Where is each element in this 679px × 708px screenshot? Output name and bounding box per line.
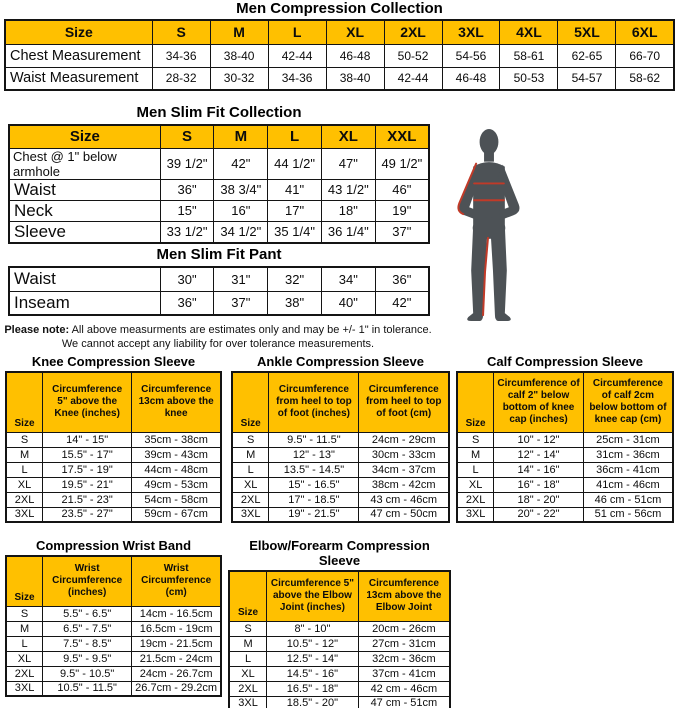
value-cell: 46" <box>375 179 429 200</box>
section-men-compression-collection <box>4 0 675 91</box>
column-header-size: Size <box>229 571 267 621</box>
value-cell: 17" <box>268 200 322 221</box>
row-label: 3XL <box>457 507 494 522</box>
column-header-s: S <box>152 20 210 44</box>
column-header-size: Size <box>232 372 269 432</box>
header-row <box>9 125 429 148</box>
value-cell: 14.5" - 16" <box>267 666 359 681</box>
value-cell: 19" - 21.5" <box>269 507 359 522</box>
column-header-cm: Circumference of calf 2cm below bottom of knee cap (cm) <box>583 372 673 432</box>
value-cell: 18" - 20" <box>494 492 584 507</box>
column-header-l: L <box>268 125 322 148</box>
table-row <box>6 681 221 696</box>
row-label: Waist <box>9 267 160 291</box>
value-cell: 27cm - 31cm <box>358 636 450 651</box>
table-body <box>5 44 674 90</box>
table-row <box>232 432 449 447</box>
column-header-size: Size <box>9 125 160 148</box>
table-row <box>6 492 221 507</box>
value-cell: 58-62 <box>616 67 674 90</box>
column-header-size: Size <box>457 372 494 432</box>
note-line-2: We cannot accept any liability for over tolerance measurements. <box>61 338 375 350</box>
value-cell: 13.5" - 14.5" <box>269 462 359 477</box>
section-compression-wrist-band <box>5 538 222 697</box>
value-cell: 42" <box>214 148 268 179</box>
value-cell: 47" <box>321 148 375 179</box>
men-slim-fit-pant-table <box>8 266 430 316</box>
knee-compression-sleeve-table <box>5 371 222 523</box>
value-cell: 42-44 <box>268 44 326 67</box>
row-label: Chest @ 1" below armhole <box>9 148 160 179</box>
value-cell: 59cm - 67cm <box>132 507 221 522</box>
value-cell: 34-36 <box>152 44 210 67</box>
table-row <box>457 432 673 447</box>
column-header-inches: Wrist Circumference (inches) <box>43 556 132 606</box>
value-cell: 34cm - 37cm <box>359 462 449 477</box>
note-label: Please note: <box>4 324 70 336</box>
row-label: L <box>229 651 267 666</box>
value-cell: 38 3/4" <box>214 179 268 200</box>
table-body <box>457 432 673 522</box>
table-row <box>232 462 449 477</box>
row-label: L <box>6 636 43 651</box>
value-cell: 44cm - 48cm <box>132 462 221 477</box>
value-cell: 50-52 <box>384 44 442 67</box>
value-cell: 18" <box>321 200 375 221</box>
value-cell: 30cm - 33cm <box>359 447 449 462</box>
header-row <box>5 20 674 44</box>
value-cell: 49 1/2" <box>375 148 429 179</box>
column-header-5xl: 5XL <box>558 20 616 44</box>
column-header-xl: XL <box>321 125 375 148</box>
row-label: Sleeve <box>9 221 160 243</box>
value-cell: 39 1/2" <box>160 148 214 179</box>
value-cell: 10.5" - 11.5" <box>43 681 132 696</box>
table-row <box>9 291 429 315</box>
column-header-cm: Circumference from heel to top of foot (cm) <box>359 372 449 432</box>
row-label: L <box>232 462 269 477</box>
value-cell: 15" - 16.5" <box>269 477 359 492</box>
row-label: S <box>6 606 43 621</box>
value-cell: 14cm - 16.5cm <box>132 606 221 621</box>
table-row <box>9 179 429 200</box>
value-cell: 10.5" - 12" <box>267 636 359 651</box>
column-header-size: Size <box>6 556 43 606</box>
compression-wrist-band-table <box>5 555 222 697</box>
value-cell: 20" - 22" <box>494 507 584 522</box>
row-label: S <box>457 432 494 447</box>
column-header-l: L <box>268 20 326 44</box>
column-header-m: M <box>210 20 268 44</box>
value-cell: 40" <box>321 291 375 315</box>
section-title: Knee Compression Sleeve <box>31 354 196 369</box>
section-title: Ankle Compression Sleeve <box>257 354 424 369</box>
value-cell: 15" <box>160 200 214 221</box>
table-body <box>6 432 221 522</box>
male-figure-silhouette <box>444 127 534 325</box>
note-text: All above measurments are estimates only and may be +/- 1" in tolerance. <box>71 324 432 336</box>
men-compression-collection-table <box>4 19 675 91</box>
row-label: 3XL <box>6 507 43 522</box>
value-cell: 36 1/4" <box>321 221 375 243</box>
note-line-1 <box>0 323 436 337</box>
value-cell: 47 cm - 50cm <box>359 507 449 522</box>
value-cell: 54cm - 58cm <box>132 492 221 507</box>
tolerance-note <box>0 323 436 351</box>
table-row <box>6 666 221 681</box>
table-row <box>229 681 450 696</box>
section-title: Men Slim Fit Collection <box>136 104 302 121</box>
table-row <box>6 432 221 447</box>
value-cell: 38-40 <box>326 67 384 90</box>
value-cell: 46-48 <box>326 44 384 67</box>
table-row <box>5 67 674 90</box>
value-cell: 36cm - 41cm <box>583 462 673 477</box>
column-header-inches: Circumference 5" above the Elbow Joint (inches) <box>267 571 359 621</box>
men-slim-fit-collection-table <box>8 124 430 244</box>
table-row <box>457 447 673 462</box>
value-cell: 42 cm - 46cm <box>358 681 450 696</box>
table-row <box>229 621 450 636</box>
table-row <box>232 447 449 462</box>
value-cell: 51 cm - 56cm <box>583 507 673 522</box>
row-label: M <box>457 447 494 462</box>
value-cell: 54-56 <box>442 44 500 67</box>
table-row <box>9 200 429 221</box>
row-label: XL <box>457 477 494 492</box>
value-cell: 9.5" - 9.5" <box>43 651 132 666</box>
table-row <box>229 636 450 651</box>
value-cell: 42" <box>375 291 429 315</box>
value-cell: 5.5" - 6.5" <box>43 606 132 621</box>
column-header-xl: XL <box>326 20 384 44</box>
value-cell: 50-53 <box>500 67 558 90</box>
column-header-size: Size <box>6 372 43 432</box>
column-header-cm: Circumference 13cm above the Elbow Joint <box>358 571 450 621</box>
table-row <box>232 492 449 507</box>
value-cell: 47 cm - 51cm <box>358 696 450 708</box>
table-row <box>229 666 450 681</box>
value-cell: 36" <box>375 267 429 291</box>
value-cell: 43 cm - 46cm <box>359 492 449 507</box>
value-cell: 32cm - 36cm <box>358 651 450 666</box>
row-label: M <box>6 447 43 462</box>
row-label: M <box>229 636 267 651</box>
row-label: L <box>6 462 43 477</box>
value-cell: 38-40 <box>210 44 268 67</box>
value-cell: 17.5" - 19" <box>43 462 132 477</box>
table-row <box>9 221 429 243</box>
value-cell: 14" - 16" <box>494 462 584 477</box>
column-header-xxl: XXL <box>375 125 429 148</box>
section-title: Men Compression Collection <box>236 0 443 17</box>
value-cell: 17" - 18.5" <box>269 492 359 507</box>
table-row <box>6 606 221 621</box>
table-row <box>457 477 673 492</box>
value-cell: 18.5" - 20" <box>267 696 359 708</box>
value-cell: 39cm - 43cm <box>132 447 221 462</box>
section-title: Elbow/Forearm Compression Sleeve <box>249 538 430 568</box>
value-cell: 46-48 <box>442 67 500 90</box>
value-cell: 49cm - 53cm <box>132 477 221 492</box>
header-row <box>6 372 221 432</box>
value-cell: 24cm - 29cm <box>359 432 449 447</box>
value-cell: 23.5" - 27" <box>43 507 132 522</box>
value-cell: 16.5cm - 19cm <box>132 621 221 636</box>
row-label: Waist Measurement <box>5 67 152 90</box>
value-cell: 38cm - 42cm <box>359 477 449 492</box>
table-row <box>9 148 429 179</box>
table-row <box>6 477 221 492</box>
value-cell: 8" - 10" <box>267 621 359 636</box>
row-label: XL <box>232 477 269 492</box>
section-men-slim-fit-pant <box>8 246 430 316</box>
value-cell: 30-32 <box>210 67 268 90</box>
value-cell: 34-36 <box>268 67 326 90</box>
table-row <box>457 507 673 522</box>
value-cell: 12.5" - 14" <box>267 651 359 666</box>
value-cell: 19.5" - 21" <box>43 477 132 492</box>
row-label: 2XL <box>457 492 494 507</box>
column-header-inches: Circumference from heel to top of foot (inches) <box>269 372 359 432</box>
row-label: M <box>232 447 269 462</box>
table-row <box>6 621 221 636</box>
table-row <box>5 44 674 67</box>
value-cell: 12" - 14" <box>494 447 584 462</box>
table-row <box>457 492 673 507</box>
row-label: L <box>457 462 494 477</box>
value-cell: 62-65 <box>558 44 616 67</box>
table-row <box>6 462 221 477</box>
row-label: XL <box>6 651 43 666</box>
table-row <box>457 462 673 477</box>
row-label: Chest Measurement <box>5 44 152 67</box>
value-cell: 31cm - 36cm <box>583 447 673 462</box>
value-cell: 41" <box>268 179 322 200</box>
section-calf-compression-sleeve <box>456 354 674 523</box>
row-label: S <box>232 432 269 447</box>
table-row <box>6 507 221 522</box>
table-row <box>229 696 450 708</box>
value-cell: 16" - 18" <box>494 477 584 492</box>
value-cell: 66-70 <box>616 44 674 67</box>
value-cell: 44 1/2" <box>268 148 322 179</box>
value-cell: 41cm - 46cm <box>583 477 673 492</box>
row-label: XL <box>229 666 267 681</box>
calf-compression-sleeve-table <box>456 371 674 523</box>
value-cell: 38" <box>268 291 322 315</box>
row-label: Waist <box>9 179 160 200</box>
row-label: 3XL <box>232 507 269 522</box>
value-cell: 9.5" - 10.5" <box>43 666 132 681</box>
value-cell: 34 1/2" <box>214 221 268 243</box>
column-header-cm: Wrist Circumference (cm) <box>132 556 221 606</box>
section-knee-compression-sleeve <box>5 354 222 523</box>
value-cell: 6.5" - 7.5" <box>43 621 132 636</box>
row-label: M <box>6 621 43 636</box>
column-header-3xl: 3XL <box>442 20 500 44</box>
ankle-compression-sleeve-table <box>231 371 450 523</box>
section-title: Calf Compression Sleeve <box>486 354 644 369</box>
table-body <box>6 606 221 696</box>
row-label: Inseam <box>9 291 160 315</box>
header-row <box>6 556 221 606</box>
column-header-2xl: 2XL <box>384 20 442 44</box>
header-row <box>232 372 449 432</box>
column-header-6xl: 6XL <box>616 20 674 44</box>
column-header-4xl: 4XL <box>500 20 558 44</box>
value-cell: 35cm - 38cm <box>132 432 221 447</box>
value-cell: 9.5" - 11.5" <box>269 432 359 447</box>
table-row <box>6 651 221 666</box>
value-cell: 7.5" - 8.5" <box>43 636 132 651</box>
table-body <box>9 267 429 315</box>
row-label: XL <box>6 477 43 492</box>
row-label: 2XL <box>6 666 43 681</box>
value-cell: 21.5" - 23" <box>43 492 132 507</box>
column-header-size: Size <box>5 20 152 44</box>
value-cell: 28-32 <box>152 67 210 90</box>
value-cell: 37" <box>214 291 268 315</box>
table-row <box>9 267 429 291</box>
elbow-forearm-compression-sleeve-table <box>228 570 451 708</box>
table-body <box>232 432 449 522</box>
value-cell: 19cm - 21.5cm <box>132 636 221 651</box>
value-cell: 16.5" - 18" <box>267 681 359 696</box>
value-cell: 35 1/4" <box>268 221 322 243</box>
section-ankle-compression-sleeve <box>231 354 450 523</box>
value-cell: 12" - 13" <box>269 447 359 462</box>
table-row <box>232 507 449 522</box>
value-cell: 46 cm - 51cm <box>583 492 673 507</box>
value-cell: 58-61 <box>500 44 558 67</box>
value-cell: 21.5cm - 24cm <box>132 651 221 666</box>
table-row <box>229 651 450 666</box>
column-header-s: S <box>160 125 214 148</box>
row-label: 3XL <box>229 696 267 708</box>
header-row <box>229 571 450 621</box>
column-header-inches: Circumference of calf 2" below bottom of knee cap (inches) <box>494 372 584 432</box>
value-cell: 54-57 <box>558 67 616 90</box>
value-cell: 32" <box>268 267 322 291</box>
table-row <box>6 447 221 462</box>
value-cell: 31" <box>214 267 268 291</box>
value-cell: 42-44 <box>384 67 442 90</box>
value-cell: 19" <box>375 200 429 221</box>
value-cell: 14" - 15" <box>43 432 132 447</box>
value-cell: 16" <box>214 200 268 221</box>
table-body <box>9 148 429 243</box>
section-elbow-forearm-compression-sleeve <box>228 538 451 708</box>
value-cell: 26.7cm - 29.2cm <box>132 681 221 696</box>
figure-body <box>458 129 519 321</box>
column-header-cm: Circumference 13cm above the knee <box>132 372 221 432</box>
value-cell: 25cm - 31cm <box>583 432 673 447</box>
value-cell: 36" <box>160 179 214 200</box>
value-cell: 33 1/2" <box>160 221 214 243</box>
value-cell: 37" <box>375 221 429 243</box>
value-cell: 43 1/2" <box>321 179 375 200</box>
value-cell: 37cm - 41cm <box>358 666 450 681</box>
row-label: 2XL <box>229 681 267 696</box>
row-label: S <box>229 621 267 636</box>
table-row <box>6 636 221 651</box>
column-header-m: M <box>214 125 268 148</box>
value-cell: 24cm - 26.7cm <box>132 666 221 681</box>
section-title: Compression Wrist Band <box>35 538 192 553</box>
table-row <box>232 477 449 492</box>
row-label: 2XL <box>6 492 43 507</box>
row-label: Neck <box>9 200 160 221</box>
column-header-inches: Circumference 5" above the Knee (inches) <box>43 372 132 432</box>
value-cell: 34" <box>321 267 375 291</box>
row-label: S <box>6 432 43 447</box>
section-men-slim-fit-collection <box>8 104 430 244</box>
row-label: 3XL <box>6 681 43 696</box>
header-row <box>457 372 673 432</box>
value-cell: 36" <box>160 291 214 315</box>
value-cell: 20cm - 26cm <box>358 621 450 636</box>
value-cell: 30" <box>160 267 214 291</box>
value-cell: 15.5" - 17" <box>43 447 132 462</box>
value-cell: 10" - 12" <box>494 432 584 447</box>
table-body <box>229 621 450 708</box>
row-label: 2XL <box>232 492 269 507</box>
section-title: Men Slim Fit Pant <box>156 246 282 263</box>
